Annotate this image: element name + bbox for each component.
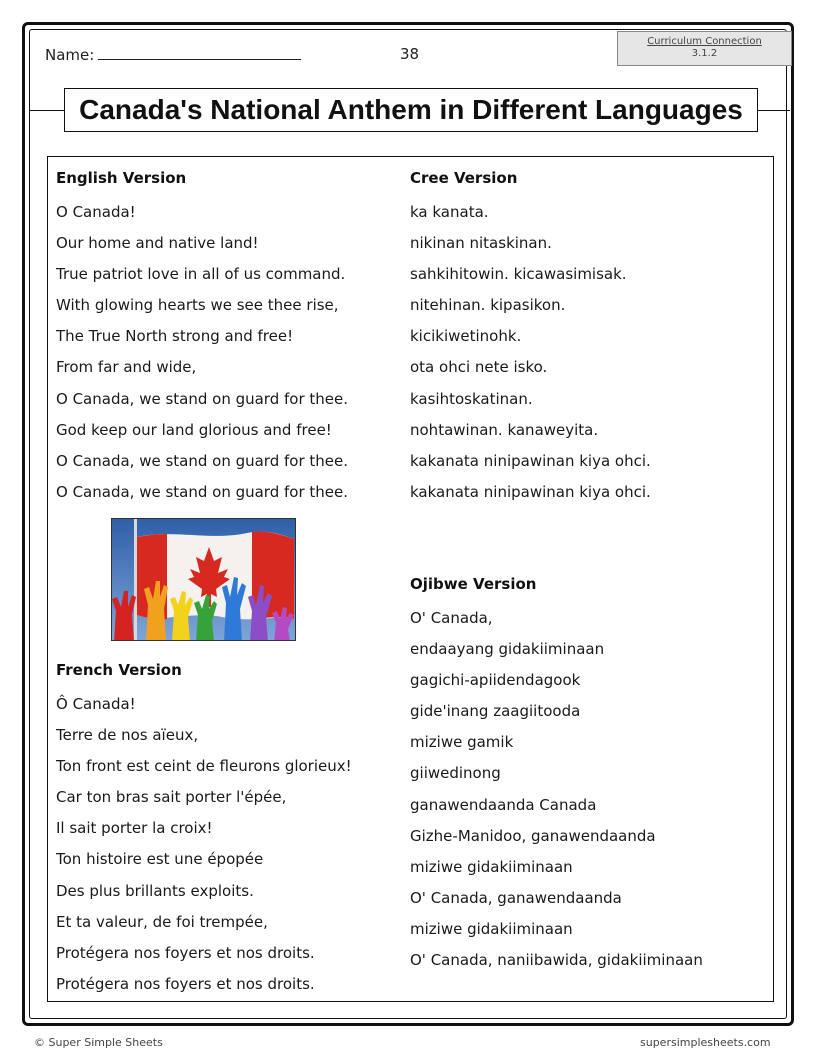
lyric-line: miziwe gamik <box>410 733 514 752</box>
curriculum-title: Curriculum Connection <box>647 36 762 47</box>
title-rule-right <box>758 110 790 111</box>
lyric-line: From far and wide, <box>56 358 197 377</box>
lyric-line: O' Canada, ganawendaanda <box>410 888 622 907</box>
lyric-line: ganawendaanda Canada <box>410 795 597 814</box>
lyric-line: O Canada! <box>56 203 136 221</box>
lyric-line: kakanata ninipawinan kiya ohci. <box>410 451 651 470</box>
lyric-line: O' Canada, naniibawida, gidakiiminaan <box>410 951 703 970</box>
lyric-line: O Canada, we stand on guard for thee. <box>56 451 349 470</box>
lyric-line: Des plus brillants exploits. <box>56 881 254 900</box>
lyric-line: O Canada, we stand on guard for thee. <box>56 389 349 408</box>
french-lines <box>56 689 352 1000</box>
title-rule-left <box>30 110 64 111</box>
cree-version <box>410 166 651 508</box>
lyric-line: Terre de nos aïeux, <box>56 726 199 745</box>
curriculum-connection-box <box>617 31 792 66</box>
cree-heading: Cree Version <box>410 169 518 187</box>
cree-lines <box>410 197 651 508</box>
lyric-line: nohtawinan. kanaweyita. <box>410 420 599 439</box>
lyric-line: giiwedinong <box>410 764 501 783</box>
lyric-line: Car ton bras sait porter l'épée, <box>56 788 287 807</box>
lyric-line: nikinan nitaskinan. <box>410 234 552 253</box>
lyric-line: O' Canada, <box>410 609 493 627</box>
lyric-line: kasihtoskatinan. <box>410 389 533 408</box>
name-field <box>45 45 301 64</box>
footer-copyright: © Super Simple Sheets <box>34 1036 163 1049</box>
lyric-line: Gizhe-Manidoo, ganawendaanda <box>410 826 656 845</box>
lyric-line: gagichi-apiidendagook <box>410 671 581 690</box>
lyric-line: Et ta valeur, de foi trempée, <box>56 912 268 931</box>
curriculum-code: 3.1.2 <box>691 48 718 59</box>
ojibwe-lines <box>410 603 703 976</box>
lyric-line: Protégera nos foyers et nos droits. <box>56 974 315 993</box>
canada-flag-hands-image <box>111 518 296 641</box>
page-title: Canada's National Anthem in Different Languages <box>64 88 758 132</box>
lyric-line: kicikiwetinohk. <box>410 327 522 346</box>
lyric-line: Ô Canada! <box>56 695 136 713</box>
lyric-line: O Canada, we stand on guard for thee. <box>56 482 349 501</box>
french-heading: French Version <box>56 661 182 679</box>
lyric-line: Protégera nos foyers et nos droits. <box>56 943 315 962</box>
lyric-line: endaayang gidakiiminaan <box>410 640 605 659</box>
lyric-line: Our home and native land! <box>56 234 259 253</box>
lyric-line: With glowing hearts we see thee rise, <box>56 296 339 315</box>
lyric-line: miziwe gidakiiminaan <box>410 857 573 876</box>
lyric-line: Ton front est ceint de fleurons glorieux! <box>56 757 352 776</box>
footer-website[interactable]: supersimplesheets.com <box>640 1036 771 1049</box>
english-version <box>56 166 348 508</box>
lyric-line: ka kanata. <box>410 203 489 221</box>
name-blank-line[interactable] <box>98 45 301 60</box>
english-lines <box>56 197 348 508</box>
lyric-line: gide'inang zaagiitooda <box>410 702 581 721</box>
page-number: 38 <box>400 45 420 63</box>
english-heading: English Version <box>56 169 187 187</box>
lyric-line: Ton histoire est une épopée <box>56 850 264 869</box>
lyric-line: kakanata ninipawinan kiya ohci. <box>410 482 651 501</box>
lyric-line: Il sait porter la croix! <box>56 819 213 838</box>
ojibwe-heading: Ojibwe Version <box>410 575 537 593</box>
lyric-line: nitehinan. kipasikon. <box>410 296 566 315</box>
french-version <box>56 658 352 1000</box>
lyric-line: The True North strong and free! <box>56 327 294 346</box>
lyric-line: miziwe gidakiiminaan <box>410 919 573 938</box>
lyric-line: True patriot love in all of us command. <box>56 265 346 284</box>
lyric-line: God keep our land glorious and free! <box>56 420 332 439</box>
lyric-line: sahkihitowin. kicawasimisak. <box>410 265 627 284</box>
name-label: Name: <box>45 46 95 64</box>
ojibwe-version <box>410 572 703 976</box>
lyric-line: ota ohci nete isko. <box>410 358 548 377</box>
